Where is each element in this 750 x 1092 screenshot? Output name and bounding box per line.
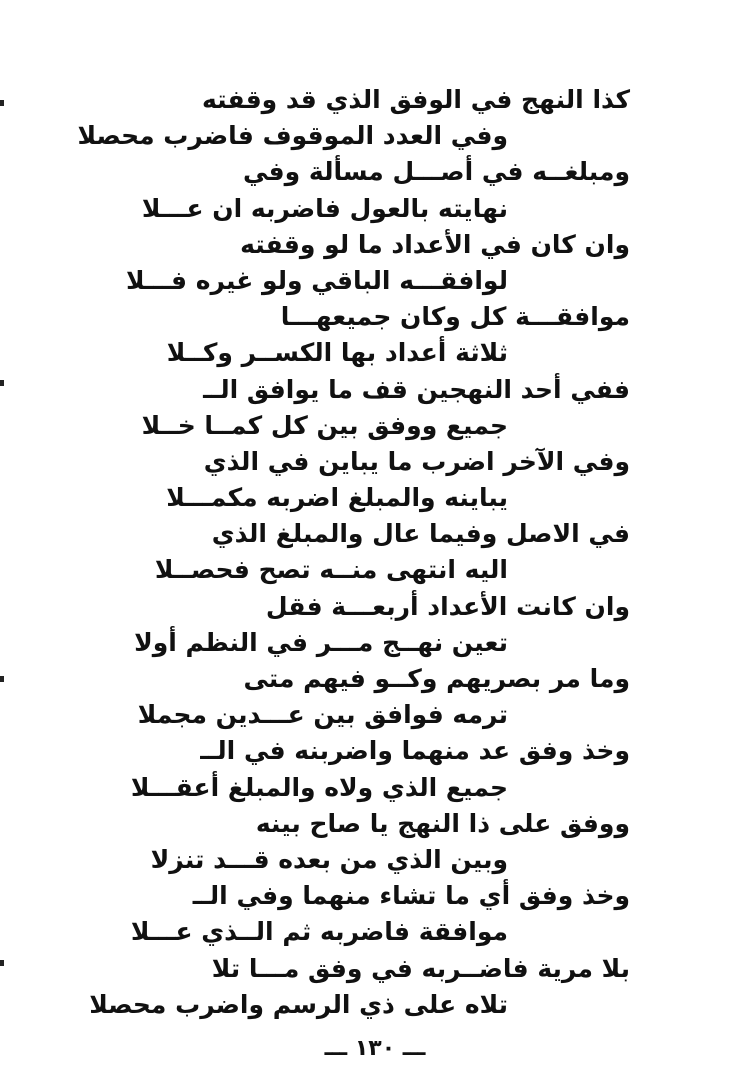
margin-mark — [0, 676, 4, 682]
margin-mark — [0, 100, 4, 106]
poem-line: جميع ووفق بين كل كمــا خــلا — [141, 410, 508, 440]
poem-line: وبين الذي من بعده قـــد تنزلا — [150, 844, 508, 874]
poem-line: ووفق على ذا النهج يا صاح بينه — [255, 808, 630, 838]
margin-mark — [0, 960, 4, 966]
poem-text — [77, 82, 630, 1023]
poem-line: بلا مرية فاضــربه في وفق مـــا تلا — [211, 953, 630, 983]
poem-line: وفي الآخر اضرب ما يباين في الذي — [203, 446, 630, 476]
poem-line: ففي أحد النهجين قف ما يوافق الــ — [203, 374, 630, 404]
poem-line: جميع الذي ولاه والمبلغ أعقـــلا — [130, 772, 508, 802]
poem-line: كذا النهج في الوفق الذي قد وقفته — [201, 85, 630, 114]
poem-line: ثلاثة أعداد بها الكســر وكــلا — [166, 338, 508, 368]
poem-line: وما مر بصريهم وكــو فيهم متى — [243, 664, 630, 693]
margin-mark — [0, 380, 4, 386]
poem-line: نهايته بالعول فاضربه ان عـــلا — [141, 193, 508, 223]
poem-line: وخذ وفق أي ما تشاء منهما وفي الــ — [192, 881, 630, 911]
poem-line: موافقـــة كل وكان جميعهـــا — [280, 302, 630, 332]
poem-line: ومبلغــه في أصـــل مسألة وفي — [243, 157, 630, 187]
poem-line: وفي العدد الموقوف فاضرب محصلا — [77, 121, 508, 151]
poem-line: لوافقـــه الباقي ولو غيره فـــلا — [126, 265, 508, 295]
poem-line: تلاه على ذي الرسم واضرب محصلا — [89, 989, 508, 1019]
poem-line: اليه انتهى منــه تصح فحصــلا — [154, 555, 508, 585]
poem-line: ترمه فوافق بين عـــدين مجملا — [137, 700, 508, 730]
poem-line: وخذ وفق عد منهما واضربنه في الــ — [200, 736, 630, 766]
poem-line: وان كانت الأعداد أربعـــة فقل — [265, 591, 630, 621]
poem-line: يباينه والمبلغ اضربه مكمـــلا — [166, 483, 508, 513]
poem-line: وان كان في الأعداد ما لو وقفته — [240, 229, 630, 259]
poem-line: موافقة فاضربه ثم الــذي عـــلا — [130, 917, 508, 947]
poem-line: في الاصل وفيما عال والمبلغ الذي — [211, 519, 630, 549]
page-number: ـــ ١٣٠ ـــ — [324, 1036, 426, 1061]
poem-line: تعين نهــج مـــر في النظم أولا — [134, 627, 508, 657]
